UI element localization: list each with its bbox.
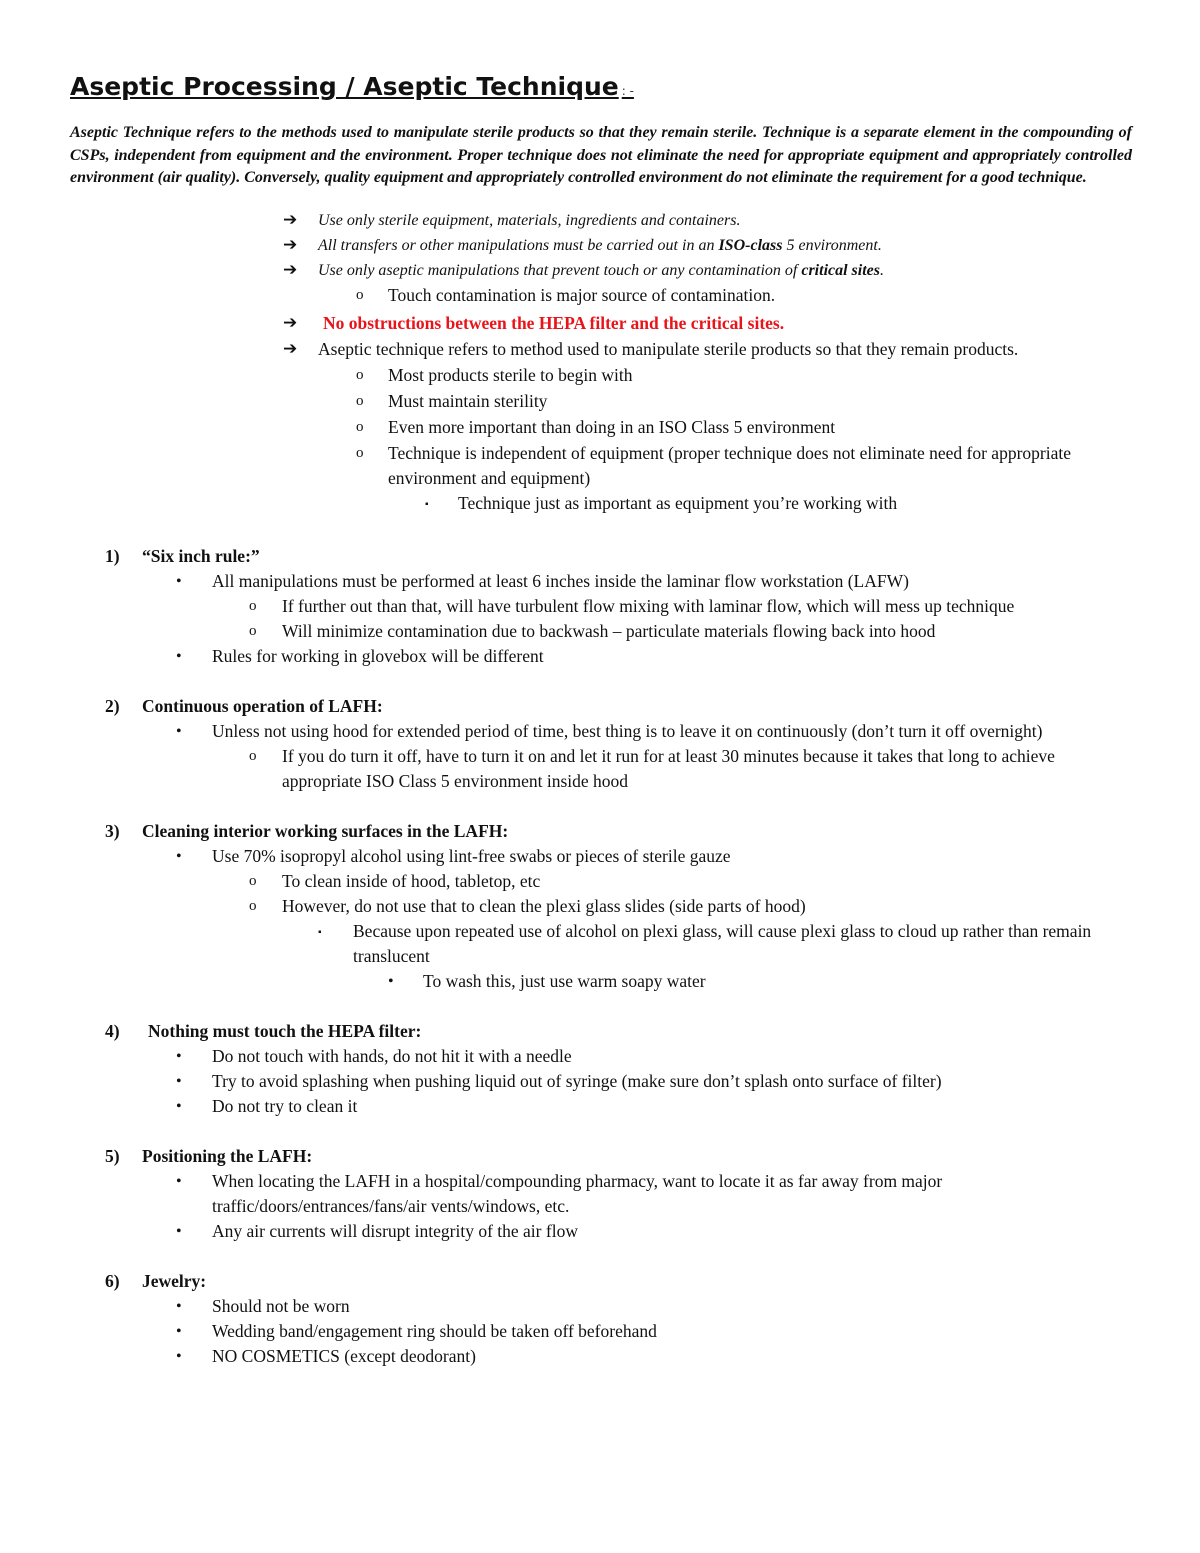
sub-item	[70, 869, 1132, 894]
square-bullet-icon: ▪	[425, 498, 429, 510]
title-suffix: : -	[621, 84, 634, 98]
bullet-icon: •	[176, 647, 182, 665]
bullet-text: When locating the LAFH in a hospital/compounding pharmacy, want to locate it as far away from major traffic/doors/entrances/fans/air vents/windows, etc.	[212, 1170, 943, 1216]
circle-bullet-icon: o	[356, 392, 364, 409]
section-title: Positioning the LAFH:	[142, 1145, 313, 1166]
bullet-icon: •	[176, 1347, 182, 1365]
bullet-icon: •	[176, 1172, 182, 1190]
bullet-text: Should not be worn	[212, 1295, 350, 1316]
sub-sub-item-text: Because upon repeated use of alcohol on plexi glass, will cause plexi glass to cloud up rather than remain translucent	[353, 920, 1092, 966]
bullet-text: Do not touch with hands, do not hit it with a needle	[212, 1045, 572, 1066]
circle-bullet-icon: o	[356, 286, 364, 303]
bullet-icon: •	[176, 1097, 182, 1115]
bullet-text: Unless not using hood for extended period of time, best thing is to leave it on continuously (don’t turn it off overnight)	[212, 720, 1043, 741]
section-6	[70, 1269, 1132, 1369]
arrow-item-text: Use only sterile equipment, materials, ingredients and containers.	[318, 211, 741, 229]
level-4-item	[70, 969, 1132, 994]
section-heading	[70, 1144, 1132, 1169]
section-number: 2)	[105, 695, 120, 716]
sub-item	[70, 389, 1132, 414]
circle-bullet-icon: o	[356, 444, 364, 461]
arrow-item-text: 5 environment.	[782, 236, 882, 254]
section-number: 5)	[105, 1145, 120, 1166]
section-title: Nothing must touch the HEPA filter:	[148, 1020, 422, 1041]
square-bullet-icon: ▪	[318, 926, 322, 938]
bullet-text: Try to avoid splashing when pushing liquid out of syringe (make sure don’t splash onto surface of filter)	[212, 1070, 942, 1091]
arrow-item-text: Use only aseptic manipulations that prevent touch or any contamination of	[318, 261, 802, 279]
bullet-item	[70, 1069, 1132, 1094]
sub-item-text: However, do not use that to clean the plexi glass slides (side parts of hood)	[282, 895, 806, 916]
sub-item-text: Will minimize contamination due to backwash – particulate materials flowing back into hood	[282, 620, 936, 641]
sub-item-text: Most products sterile to begin with	[388, 364, 633, 385]
sub-item-text: To clean inside of hood, tabletop, etc	[282, 870, 541, 891]
arrow-list	[70, 208, 1132, 516]
document-page	[70, 70, 1132, 1369]
bullet-item	[70, 1219, 1132, 1244]
arrow-icon: ➔	[283, 312, 298, 333]
arrow-item	[70, 208, 1132, 233]
section-title: Jewelry:	[142, 1270, 207, 1291]
section-2	[70, 694, 1132, 794]
sub-sub-item	[70, 919, 1132, 969]
bullet-item	[70, 569, 1132, 594]
circle-bullet-icon: o	[249, 872, 257, 889]
bullet-icon: •	[176, 1072, 182, 1090]
section-number: 6)	[105, 1270, 120, 1291]
arrow-icon: ➔	[283, 259, 298, 280]
sub-item-text: Technique is independent of equipment (proper technique does not eliminate need for appropriate environment and equipment)	[388, 442, 1071, 488]
sub-sub-item-text: Technique just as important as equipment you’re working with	[458, 492, 898, 513]
bullet-item	[70, 1044, 1132, 1069]
sub-item	[70, 594, 1132, 619]
section-heading	[70, 819, 1132, 844]
sub-item	[70, 894, 1132, 919]
section-title: Cleaning interior working surfaces in the LAFH:	[142, 820, 509, 841]
level-4-item-text: To wash this, just use warm soapy water	[423, 970, 706, 991]
sub-item-text: Touch contamination is major source of contamination.	[388, 284, 776, 305]
circle-bullet-icon: o	[249, 597, 257, 614]
bullet-item	[70, 1094, 1132, 1119]
section-5	[70, 1144, 1132, 1244]
bullet-icon: •	[176, 572, 182, 590]
bullet-item	[70, 1169, 1132, 1219]
arrow-item-text: .	[880, 261, 884, 279]
sub-item	[70, 619, 1132, 644]
bullet-icon: •	[176, 1222, 182, 1240]
arrow-item	[70, 311, 1132, 336]
page-title	[70, 70, 1132, 108]
sub-item	[70, 441, 1132, 491]
bullet-icon: •	[176, 1322, 182, 1340]
arrow-item-text: Aseptic technique refers to method used to manipulate sterile products so that they remain products.	[318, 338, 1019, 359]
bullet-text: NO COSMETICS (except deodorant)	[212, 1345, 476, 1366]
title-text: Aseptic Processing / Aseptic Technique	[70, 72, 619, 101]
bullet-item	[70, 1319, 1132, 1344]
highlight-text: No obstructions between the HEPA filter and the critical sites.	[323, 312, 785, 333]
section-title: “Six inch rule:”	[142, 545, 260, 566]
bullet-icon: •	[388, 972, 394, 990]
section-1	[70, 544, 1132, 669]
bullet-item	[70, 1344, 1132, 1369]
bullet-item	[70, 1294, 1132, 1319]
bullet-text: Wedding band/engagement ring should be taken off beforehand	[212, 1320, 657, 1341]
arrow-item	[70, 337, 1132, 362]
bullet-icon: •	[176, 1047, 182, 1065]
arrow-item	[70, 258, 1132, 283]
bullet-item	[70, 844, 1132, 869]
arrow-item-text: All transfers or other manipulations must be carried out in an	[318, 236, 719, 254]
circle-bullet-icon: o	[356, 366, 364, 383]
circle-bullet-icon: o	[249, 622, 257, 639]
emphasis-text: ISO-class	[718, 236, 783, 254]
arrow-icon: ➔	[283, 209, 298, 230]
emphasis-text: critical sites	[801, 261, 880, 279]
sub-sub-item	[70, 491, 1132, 516]
sub-item-text: Must maintain sterility	[388, 390, 548, 411]
bullet-icon: •	[176, 722, 182, 740]
section-heading	[70, 544, 1132, 569]
arrow-icon: ➔	[283, 338, 298, 359]
bullet-text: Use 70% isopropyl alcohol using lint-free swabs or pieces of sterile gauze	[212, 845, 731, 866]
intro-paragraph: Aseptic Technique refers to the methods used to manipulate sterile products so that they remain sterile. Technique is a separate element in the compounding of CSPs, independent from equipment and the environment. Proper technique does not eliminate the need for appropriate equipment and appropriately controlled environment (air quality). Conversely, quality equipment and appropriately controlled environment do not eliminate the requirement for a good technique.	[70, 124, 1132, 186]
arrow-item	[70, 233, 1132, 258]
section-number: 3)	[105, 820, 120, 841]
section-number: 1)	[105, 545, 120, 566]
section-heading	[70, 1269, 1132, 1294]
bullet-item	[70, 719, 1132, 744]
section-heading	[70, 1019, 1132, 1044]
bullet-text: Do not try to clean it	[212, 1095, 358, 1116]
section-heading	[70, 694, 1132, 719]
circle-bullet-icon: o	[249, 747, 257, 764]
section-3	[70, 819, 1132, 994]
bullet-text: Any air currents will disrupt integrity of the air flow	[212, 1220, 578, 1241]
bullet-icon: •	[176, 1297, 182, 1315]
sub-item-text: If further out than that, will have turbulent flow mixing with laminar flow, which will mess up technique	[282, 595, 1015, 616]
sub-item	[70, 415, 1132, 440]
sub-item-text: If you do turn it off, have to turn it on and let it run for at least 30 minutes because it takes that long to achieve appropriate ISO Class 5 environment inside hood	[282, 745, 1055, 791]
circle-bullet-icon: o	[356, 418, 364, 435]
section-number: 4)	[105, 1020, 120, 1041]
bullet-text: Rules for working in glovebox will be different	[212, 645, 544, 666]
sub-item	[70, 744, 1132, 794]
bullet-item	[70, 644, 1132, 669]
sub-item-text: Even more important than doing in an ISO Class 5 environment	[388, 416, 836, 437]
sub-item	[70, 283, 1132, 308]
sub-item	[70, 363, 1132, 388]
section-4	[70, 1019, 1132, 1119]
bullet-text: All manipulations must be performed at least 6 inches inside the laminar flow workstation (LAFW)	[212, 570, 909, 591]
bullet-icon: •	[176, 847, 182, 865]
circle-bullet-icon: o	[249, 897, 257, 914]
arrow-icon: ➔	[283, 234, 298, 255]
section-title: Continuous operation of LAFH:	[142, 695, 383, 716]
